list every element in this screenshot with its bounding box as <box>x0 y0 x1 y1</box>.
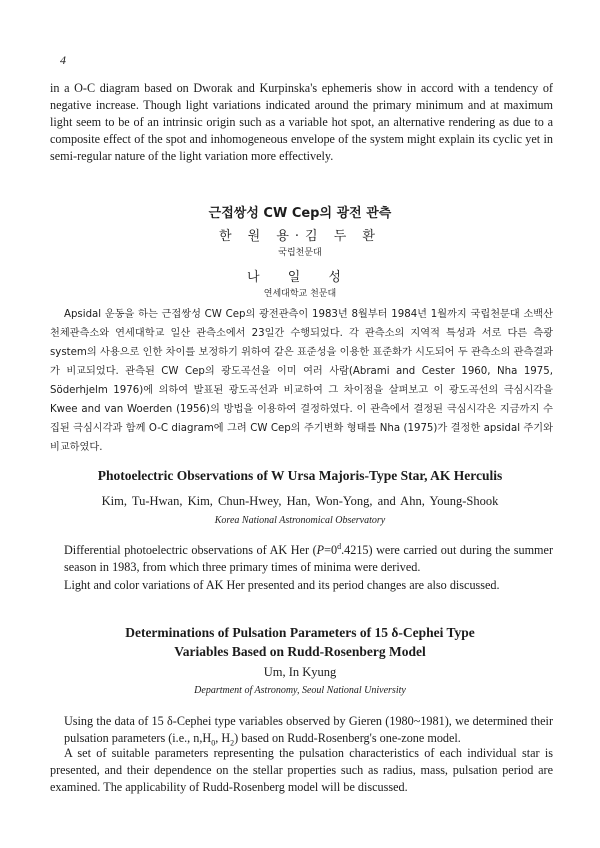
article3-title-line1: Determinations of Pulsation Parameters of 15 δ-Cephei Type <box>125 625 475 640</box>
article2-authors: Kim, Tu-Hwan, Kim, Chun-Hwey, Han, Won-Yong, and Ahn, Young-Shook <box>101 494 499 508</box>
page-number: 4 <box>60 53 66 67</box>
korean-affiliation-2: 연세대학교 천문대 <box>263 289 337 299</box>
article3-abstract-p1: Using the data of 15 δ-Cephei type variables observed by Gieren (1980~1981), we determined their pulsation parameters (i.e., $n,H_0$, $H_2$) based on Rudd-Rosenberg's one-zone model. <box>64 714 553 748</box>
article2-abstract-p1: Differential photoelectric observations of AK Her $(P=0^d.4215)$ were carried out during the summer season in 1983, from which three primary times of minima were derived. <box>64 541 553 574</box>
article2-abstract-p2: Light and color variations of AK Her presented and its period changes are also discussed. <box>64 578 500 592</box>
article3-abstract-p2: A set of suitable parameters representing the pulsation characteristics of each individual star is presented, and their dependence on the stellar properties such as radius, mass, pulsation period are examined. The applicability of Rudd-Rosenberg model will be discussed. <box>50 746 553 794</box>
korean-article-title: 근접쌍성 CW Cep의 광전 관측 <box>208 206 392 221</box>
korean-author-1: 한 원 용·김 두 환 <box>218 229 381 244</box>
korean-author-2: 나 일 성 <box>247 270 353 285</box>
article3-affiliation: Department of Astronomy, Seoul National University <box>194 685 406 696</box>
article3-title-line2: Variables Based on Rudd-Rosenberg Model <box>174 644 426 659</box>
korean-affiliation-1: 국립천문대 <box>278 248 322 258</box>
article2-title: Photoelectric Observations of W Ursa Majoris-Type Star, AK Herculis <box>97 468 503 483</box>
intro-paragraph: in a O-C diagram based on Dworak and Kurpinska's ephemeris show in accord with a tendency of negative increase. Though light variations indicated around the primary minimum and at maximum light seem to be of an intrinsic origin such as a variable hot spot, an alternative rendering as due to a composite effect of the spot and inhomogeneous envelope of the system might explain its cyclic yet in semi-regular nature of the light variation more effectively. <box>50 81 553 163</box>
korean-abstract: Apsidal 운동을 하는 근접쌍성 CW Cep의 광전관측이 1983년 8월부터 1984년 1월까지 국립천문대 소백산 천체관측소와 연세대학교 일산 관측소에서 23일간 수행되었다. 각 관측소의 지역적 특성과 서로 다른 측광 system의 사용으로 인한 차이를 보정하기 위하여 같은 표준성을 이용한 표준화가 시도되어 두 관측소의 관측결과가 비교되었다. 관측된 CW Cep의 광도곡선을 이미 여러 사람(Abrami and Cester 1960, Nha 1975, Söderhjelm 1976)에 의하여 발표된 광도곡선과 비교하여 그 차이점을 살펴보고 이 광도곡선의 극심시각을 Kwee and van Woerden (1956)의 방법을 이용하여 결정하였다. 이 관측에서 결정된 극심시각은 지금까지 수집된 극심시각과 함께 O-C diagram에 그려 CW Cep의 주기변화 형태를 Nha (1975)가 결정한 apsidal 주기와 비교하였다. <box>50 309 553 453</box>
article3-authors: Um, In Kyung <box>263 665 337 679</box>
article2-affiliation: Korea National Astronomical Observatory <box>214 515 386 526</box>
